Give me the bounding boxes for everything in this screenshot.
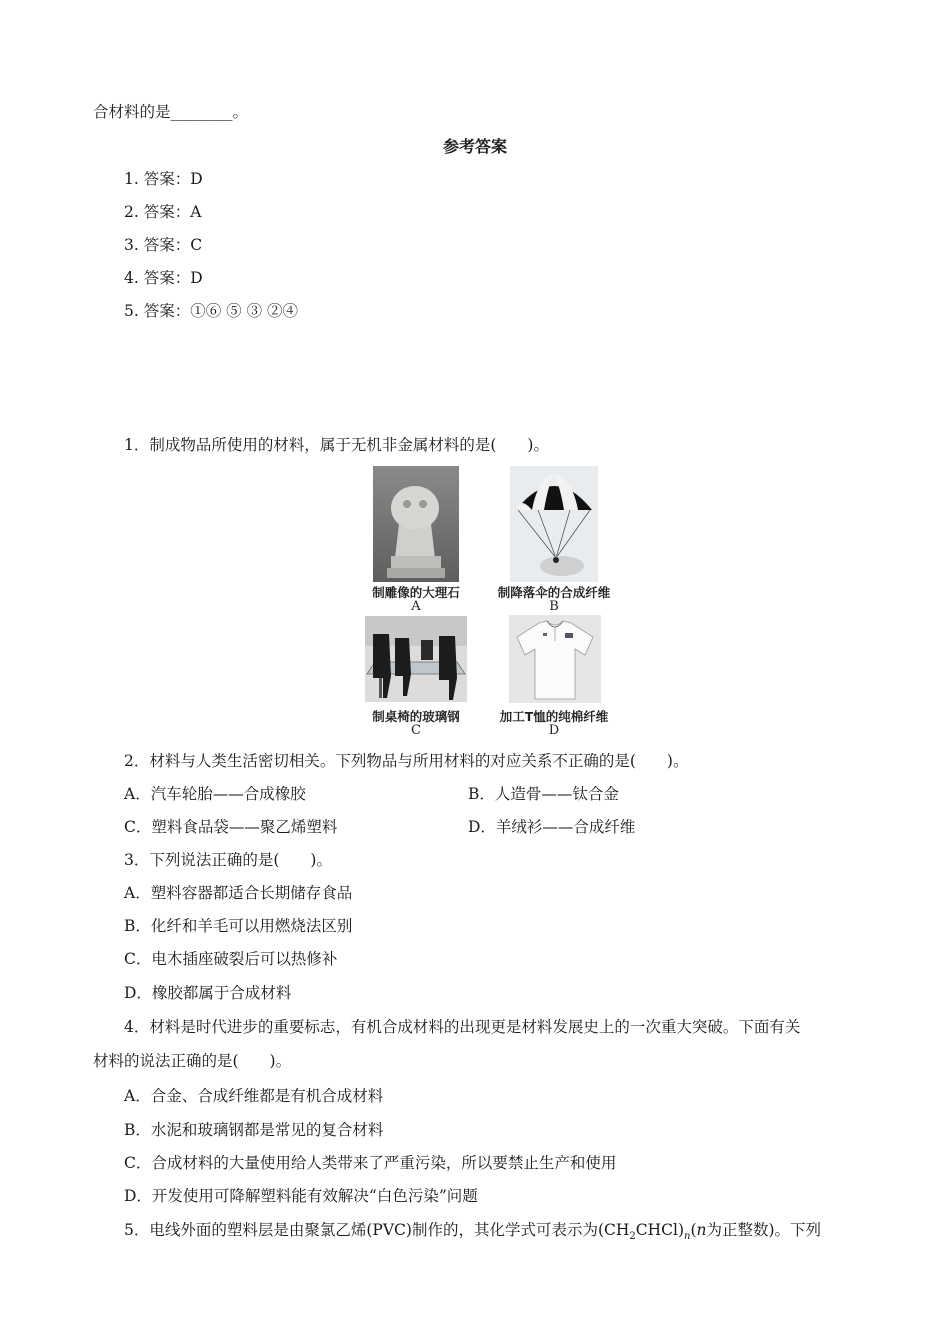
q5-stem-part-a: 5．电线外面的塑料层是由聚氯乙烯(PVC)制作的，其化学式可表示为(CH <box>124 1221 630 1239</box>
q3-option-d: D．橡胶都属于合成材料 <box>124 984 292 1002</box>
figure-a-letter: A <box>411 599 421 614</box>
figure-c-table-chairs <box>365 616 467 702</box>
q3-stem: 3．下列说法正确的是( )。 <box>124 851 332 869</box>
q5-stem <box>124 1219 821 1248</box>
q1-stem: 1．制成物品所使用的材料，属于无机非金属材料的是( )。 <box>124 436 549 454</box>
figure-b-parachute <box>510 466 598 582</box>
q4-stem-line2: 材料的说法正确的是( )。 <box>93 1052 292 1070</box>
figure-d-tshirt <box>509 615 601 703</box>
answers-title: 参考答案 <box>442 137 507 156</box>
q4-option-c: C．合成材料的大量使用给人类带来了严重污染，所以要禁止生产和使用 <box>124 1154 617 1172</box>
q2-option-c: C．塑料食品袋——聚乙烯塑料 <box>124 818 338 836</box>
q2-stem: 2．材料与人类生活密切相关。下列物品与所用材料的对应关系不正确的是( )。 <box>124 752 689 770</box>
q5-stem-part-c: ( <box>690 1221 697 1239</box>
q2-option-a: A．汽车轮胎——合成橡胶 <box>124 785 306 803</box>
answer-5: 5. 答案：①⑥ ⑤ ③ ②④ <box>124 302 298 320</box>
figure-a-caption: 制雕像的大理石 <box>372 585 460 600</box>
figure-b-caption: 制降落伞的合成纤维 <box>497 585 611 600</box>
answer-1: 1. 答案：D <box>124 170 203 188</box>
q2-option-b: B．人造骨——钛合金 <box>468 785 619 803</box>
figure-c-letter: C <box>411 723 421 738</box>
q5-italic-n: n <box>696 1221 707 1239</box>
answer-3: 3. 答案：C <box>124 236 203 254</box>
figure-c-caption: 制桌椅的玻璃钢 <box>372 709 460 724</box>
q4-stem-line1: 4．材料是时代进步的重要标志，有机合成材料的出现更是材料发展史上的一次重大突破。下面有关 <box>124 1018 801 1036</box>
q5-stem-part-d: 为正整数)。下列 <box>706 1221 822 1239</box>
q3-option-b: B．化纤和羊毛可以用燃烧法区别 <box>124 917 353 935</box>
answer-2: 2. 答案：A <box>124 203 202 221</box>
q5-subscript-2: 2 <box>629 1231 636 1243</box>
q4-option-b: B．水泥和玻璃钢都是常见的复合材料 <box>124 1121 384 1139</box>
figure-d-letter: D <box>548 723 560 738</box>
figure-b-letter: B <box>549 599 559 614</box>
top-fragment: 合材料的是________。 <box>93 103 249 121</box>
q4-option-a: A．合金、合成纤维都是有机合成材料 <box>124 1087 384 1105</box>
figure-d-caption: 加工T恤的纯棉纤维 <box>499 709 609 724</box>
q5-subscript-n: n <box>684 1231 691 1243</box>
q3-option-c: C．电木插座破裂后可以热修补 <box>124 950 338 968</box>
q2-option-d: D．羊绒衫——合成纤维 <box>468 818 636 836</box>
q3-option-a: A．塑料容器都适合长期储存食品 <box>124 884 353 902</box>
q5-stem-part-b: CHCl) <box>635 1221 684 1239</box>
q4-option-d: D．开发使用可降解塑料能有效解决“白色污染”问题 <box>124 1187 478 1205</box>
figure-a-marble-statue <box>373 466 459 582</box>
answer-4: 4. 答案：D <box>124 269 203 287</box>
